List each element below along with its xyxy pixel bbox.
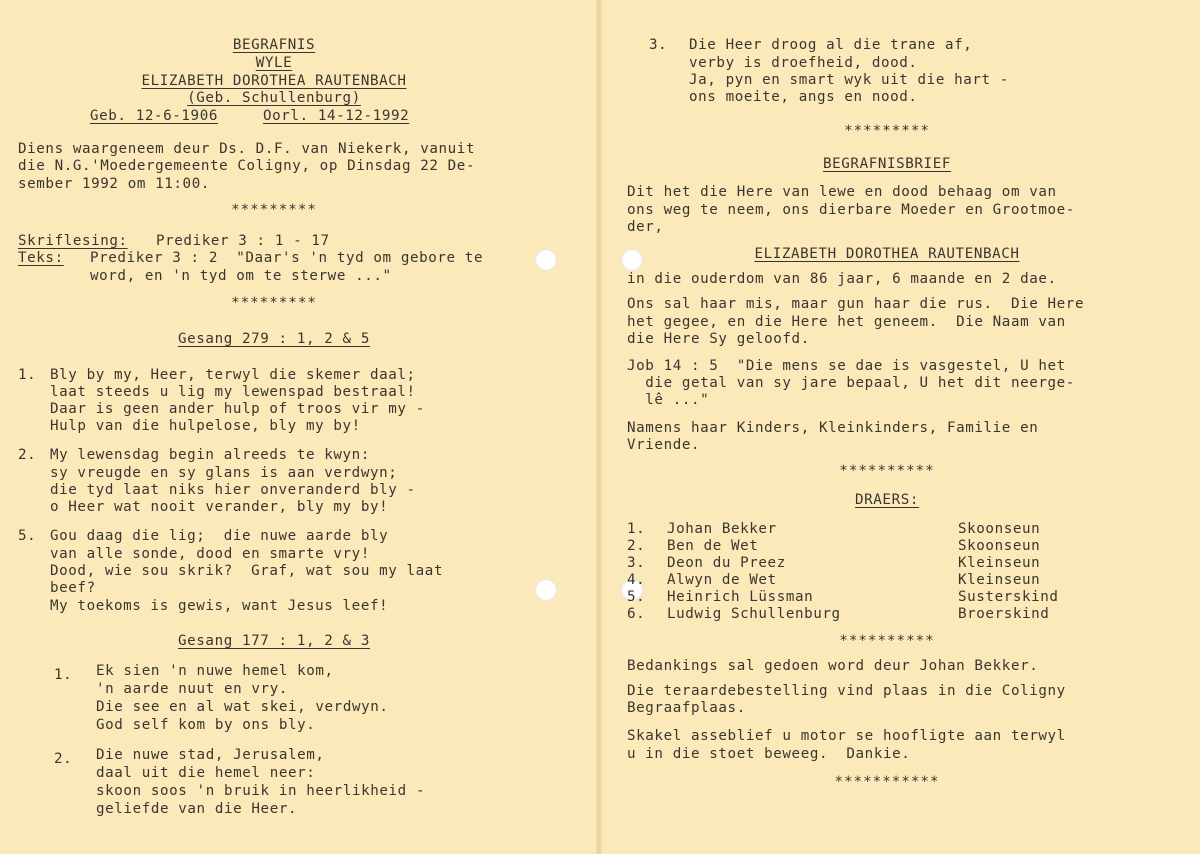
pallbearer-name: Alwyn de Wet (667, 572, 777, 588)
verse-number: 5. (18, 528, 37, 544)
pallbearer-number: 3. (627, 555, 646, 571)
verse-number: 2. (18, 447, 37, 463)
teks-value: word, en 'n tyd om te sterwe ..." (90, 268, 392, 284)
verse-number: 1. (18, 367, 37, 383)
letter-line: het gegee, en die Here het geneem. Die Naam van (627, 314, 1066, 330)
verse-line: die tyd laat niks hier onveranderd bly - (50, 482, 416, 498)
burial-line: Die teraardebestelling vind plaas in die Coligny (627, 683, 1066, 699)
verse-line: Ek sien 'n nuwe hemel kom, (96, 663, 334, 679)
separator: ********** (839, 633, 935, 649)
verse-line: Die nuwe stad, Jerusalem, (96, 747, 325, 763)
verse-line: Dood, wie sou skrik? Graf, wat sou my laat (50, 563, 444, 579)
verse-line: daal uit die hemel neer: (96, 765, 316, 781)
on-behalf-line: Namens haar Kinders, Kleinkinders, Familie en (627, 420, 1039, 436)
verse-number: 3. (649, 37, 668, 53)
pallbearer-name: Heinrich Lüssman (667, 589, 814, 605)
verse-line: beef? (50, 580, 96, 596)
pallbearer-relation: Susterskind (958, 589, 1059, 605)
pallbearer-number: 6. (627, 606, 646, 622)
scripture-line: lê ..." (627, 392, 710, 408)
verse-line: Hulp van die hulpelose, bly my by! (50, 418, 361, 434)
pallbearer-name: Johan Bekker (667, 521, 777, 537)
scripture-line: die getal van sy jare bepaal, U het dit neergе- (627, 375, 1075, 391)
verse-line: verby is droefheid, dood. (689, 55, 918, 71)
title: BEGRAFNIS (232, 37, 316, 53)
age-line: in die ouderdom van 86 jaar, 6 maande en 2 dae. (627, 271, 1057, 287)
skriflesing-value: Prediker 3 : 1 - 17 (156, 233, 330, 249)
on-behalf-line: Vriende. (627, 437, 701, 453)
verse-line: 'n aarde nuut en vry. (96, 681, 288, 697)
verse-line: laat steeds u lig my lewenspad bestraal! (50, 384, 416, 400)
service-line: die N.G.'Moedergemeente Coligny, op Dinsdag 22 De- (18, 158, 476, 174)
deceased-name: ELIZABETH DOROTHEA RAUTENBACH (141, 73, 407, 89)
verse-line: o Heer wat nooit verander, bly my by! (50, 499, 389, 515)
punch-hole (535, 579, 557, 601)
verse-line: My lewensdag begin alreeds te kwyn: (50, 447, 370, 463)
verse-line: Die see en al wat skei, verdwyn. (96, 699, 389, 715)
maiden-name: (Geb. Schullenburg) (187, 90, 361, 106)
letter-line: Ons sal haar mis, maar gun haar die rus. Die Here (627, 296, 1085, 312)
verse-line: geliefde van die Heer. (96, 801, 298, 817)
skriflesing-label: Skriflesing: (18, 233, 128, 249)
teks-label: Teks: (18, 250, 64, 266)
pallbearer-number: 1. (627, 521, 646, 537)
separator: ********** (839, 463, 935, 479)
letter-title: BEGRAFNISBRIEF (823, 156, 951, 172)
letter-line: ons weg te neem, ons dierbare Moeder en Grootmoe- (627, 202, 1075, 218)
deceased-name: ELIZABETH DOROTHEA RAUTENBACH (754, 246, 1020, 262)
verse-line: ons moeite, angs en nood. (689, 89, 918, 105)
procession-line: u in die stoet beweeg. Dankie. (627, 746, 911, 762)
verse-line: Gou daag die lig; die nuwe aarde bly (50, 528, 389, 544)
punch-hole (535, 249, 557, 271)
pallbearer-relation: Skoonseun (958, 538, 1041, 554)
letter-line: der, (627, 219, 664, 235)
verse-line: Ja, pyn en smart wyk uit die hart - (689, 72, 1009, 88)
pallbearer-number: 4. (627, 572, 646, 588)
hymn-title: Gesang 177 : 1, 2 & 3 (178, 633, 370, 649)
verse-number: 1. (54, 667, 73, 683)
teks-value: Prediker 3 : 2 "Daar's 'n tyd om gebore te (90, 250, 484, 266)
burial-line: Begraafplaas. (627, 700, 746, 716)
birth-date: Geb. 12-6-1906 (90, 108, 218, 124)
service-line: sember 1992 om 11:00. (18, 176, 210, 192)
letter-line: Dit het die Here van lewe en dood behaag om van (627, 184, 1057, 200)
wyle: WYLE (255, 55, 293, 71)
pallbearer-number: 2. (627, 538, 646, 554)
death-date: Oorl. 14-12-1992 (263, 108, 410, 124)
letter-line: die Here Sy geloofd. (627, 331, 810, 347)
separator: *********** (834, 774, 940, 790)
pallbearer-number: 5. (627, 589, 646, 605)
verse-line: My toekoms is gewis, want Jesus leef! (50, 598, 389, 614)
procession-line: Skakel asseblief u motor se hoofligte aan terwyl (627, 728, 1066, 744)
pallbearer-relation: Kleinseun (958, 572, 1041, 588)
service-line: Diens waargeneem deur Ds. D.F. van Niekerk, vanuit (18, 141, 476, 157)
hymn-title: Gesang 279 : 1, 2 & 5 (178, 331, 370, 347)
pallbearer-relation: Broerskind (958, 606, 1050, 622)
verse-line: Die Heer droog al die trane af, (689, 37, 973, 53)
pallbearer-relation: Skoonseun (958, 521, 1041, 537)
pallbearer-name: Deon du Preez (667, 555, 786, 571)
pallbearer-relation: Kleinseun (958, 555, 1041, 571)
verse-line: God self kom by ons bly. (96, 717, 316, 733)
scripture-line: Job 14 : 5 "Die mens se dae is vasgestel, U het (627, 358, 1066, 374)
pallbearer-name: Ben de Wet (667, 538, 759, 554)
verse-line: Bly by my, Heer, terwyl die skemer daal; (50, 367, 416, 383)
pallbearer-name: Ludwig Schullenburg (667, 606, 841, 622)
page-fold (596, 0, 602, 854)
verse-line: skoon soos 'n bruik in heerlikheid - (96, 783, 426, 799)
verse-line: van alle sonde, dood en smarte vry! (50, 546, 370, 562)
separator: ********* (231, 295, 317, 311)
pallbearers-title: DRAERS: (855, 492, 919, 508)
verse-line: sy vreugde en sy glans is aan verdwyn; (50, 465, 398, 481)
separator: ********* (844, 123, 930, 139)
verse-number: 2. (54, 751, 73, 767)
thanks-line: Bedankings sal gedoen word deur Johan Bekker. (627, 658, 1039, 674)
separator: ********* (231, 202, 317, 218)
verse-line: Daar is geen ander hulp of troos vir my - (50, 401, 425, 417)
